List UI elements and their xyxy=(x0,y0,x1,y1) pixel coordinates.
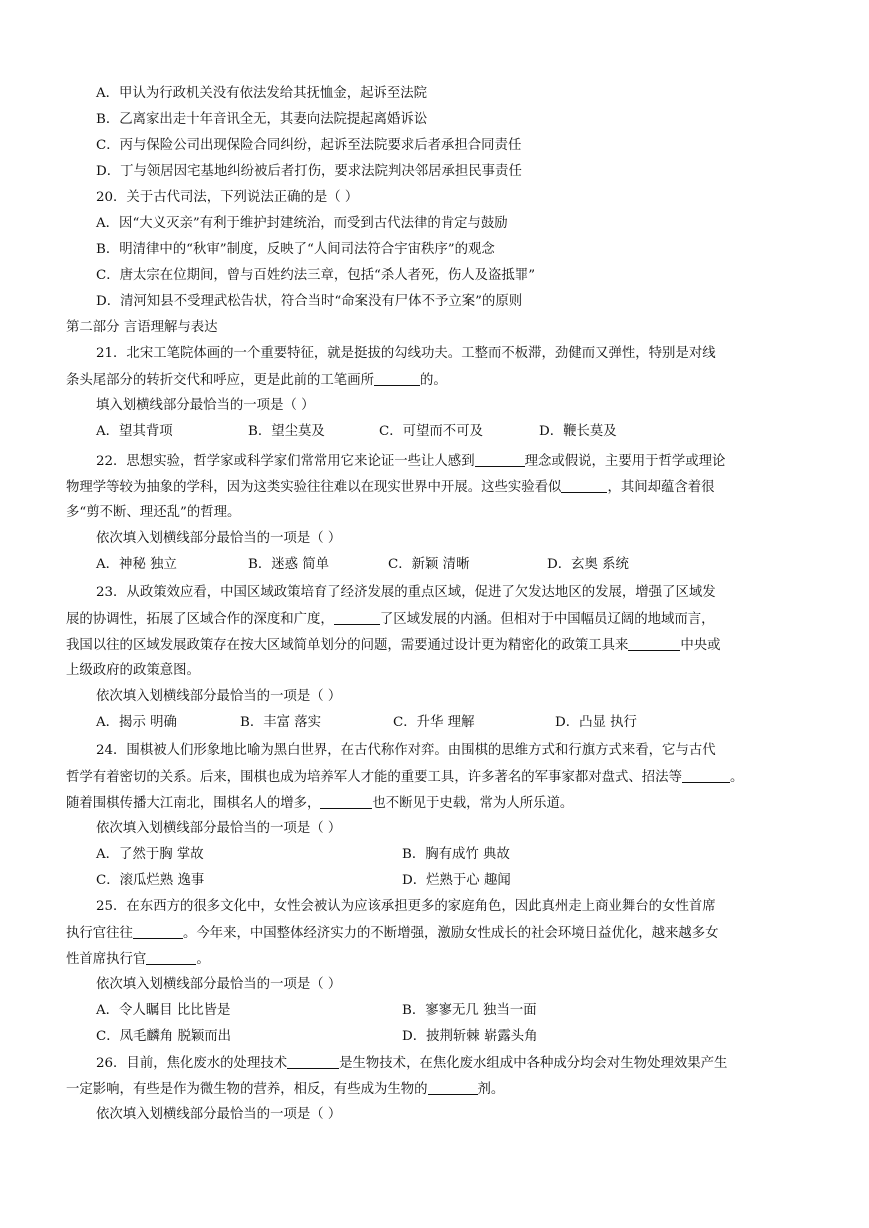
q24-line-2 xyxy=(66,768,743,787)
q22-option-b: B．迷惑 简单 xyxy=(248,557,330,572)
q26-text: 剂。 xyxy=(477,1082,505,1097)
q21-option-b: B．望尘莫及 xyxy=(248,424,325,439)
q22-line-3: 多“剪不断、理还乱”的哲理。 xyxy=(66,505,241,520)
q25-prompt: 依次填入划横线部分最恰当的一项是（ ） xyxy=(96,977,342,992)
q24-option-c: C．滚瓜烂熟 逸事 xyxy=(96,873,205,888)
q23-text: 了区域发展的内涵。但相对于中国幅员辽阔的地域而言， xyxy=(379,612,715,627)
q22-text: 物理学等较为抽象的学科，因为这类实验往往难以在现实世界中开展。这些实验看似 xyxy=(66,480,562,495)
answer-blank xyxy=(428,1080,478,1095)
q25-option-a: A．令人瞩目 比比皆是 xyxy=(96,1003,231,1018)
q24-text: 。 xyxy=(729,770,744,785)
q20-stem: 20．关于古代司法，下列说法正确的是（ ） xyxy=(96,190,359,205)
answer-blank xyxy=(287,1054,339,1069)
q25-text: 性首席执行官 xyxy=(66,952,147,967)
q23-text: 中央或 xyxy=(680,638,721,653)
q20-option-a: A．因“大义灭亲”有利于维护封建统治，而受到古代法律的肯定与鼓励 xyxy=(96,216,508,231)
q24-option-d: D．烂熟于心 趣闻 xyxy=(402,873,511,888)
q25-line-1: 25．在东西方的很多文化中，女性会被认为应该承担更多的家庭角色，因此真州走上商业舞台的女性首席 xyxy=(96,899,716,914)
q25-text: 。今年来，中国整体经济实力的不断增强，激励女性成长的社会环境日益优化，越来越多女 xyxy=(182,926,719,941)
q26-text: 一定影响，有些是作为微生物的营养，相反，有些成为生物的 xyxy=(66,1082,428,1097)
q22-text: 理念或假说，主要用于哲学或理论 xyxy=(524,454,726,469)
q21-text: 的。 xyxy=(419,373,447,388)
q25-option-b: B．寥寥无几 独当一面 xyxy=(402,1003,537,1018)
q23-option-a: A．揭示 明确 xyxy=(96,715,177,730)
q23-text: 我国以往的区域发展政策存在按大区域简单划分的问题，需要通过设计更为精密化的政策工具来 xyxy=(66,638,629,653)
q25-line-2 xyxy=(66,924,719,943)
q25-text: 执行官往往 xyxy=(66,926,133,941)
q23-line-3 xyxy=(66,636,721,655)
q24-text: 随着围棋传播大江南北，围棋名人的增多， xyxy=(66,796,321,811)
q23-option-c: C．升华 理解 xyxy=(393,715,475,730)
q26-prompt: 依次填入划横线部分最恰当的一项是（ ） xyxy=(96,1107,342,1122)
section-title: 第二部分 言语理解与表达 xyxy=(66,320,218,335)
q22-line-1 xyxy=(96,452,725,471)
q20-option-d: D．清河知县不受理武松告状，符合当时“命案没有尸体不予立案”的原则 xyxy=(96,294,523,309)
q24-option-a: A．了然于胸 掌故 xyxy=(96,847,204,862)
q26-line-1 xyxy=(96,1054,727,1073)
q24-option-b: B．胸有成竹 典故 xyxy=(402,847,510,862)
q22-text: 22．思想实验，哲学家或科学家们常常用它来论证一些让人感到 xyxy=(96,454,475,469)
q21-line-2 xyxy=(66,371,447,390)
q20-option-b: B．明清律中的“秋审”制度，反映了“人间司法符合宇宙秩序”的观念 xyxy=(96,242,495,257)
answer-blank xyxy=(682,768,730,783)
q23-line-4: 上级政府的政策意图。 xyxy=(66,663,200,678)
q23-line-2 xyxy=(66,610,715,629)
q24-prompt: 依次填入划横线部分最恰当的一项是（ ） xyxy=(96,821,342,836)
q21-option-d: D．鞭长莫及 xyxy=(539,424,617,439)
answer-blank xyxy=(334,610,380,625)
q21-text: 条头尾部分的转折交代和呼应，更是此前的工笔画所 xyxy=(66,373,374,388)
q22-option-d: D．玄奥 系统 xyxy=(547,557,629,572)
q21-option-c: C．可望而不可及 xyxy=(379,424,483,439)
q25-option-d: D．披荆斩棘 崭露头角 xyxy=(402,1029,538,1044)
q19-option-a: A．甲认为行政机关没有依法发给其抚恤金，起诉至法院 xyxy=(96,86,428,101)
answer-blank xyxy=(628,636,680,651)
q22-text: ，其间却蕴含着很 xyxy=(607,480,715,495)
q24-line-1: 24．围棋被人们形象地比喻为黑白世界，在古代称作对弈。由围棋的思维方式和行旗方式来看，它与古代 xyxy=(96,743,716,758)
answer-blank xyxy=(561,478,607,493)
q23-text: 展的协调性，拓展了区域合作的深度和广度， xyxy=(66,612,334,627)
q19-option-b: B．乙离家出走十年音讯全无，其妻向法院提起离婚诉讼 xyxy=(96,112,428,127)
q24-text: 也不断见于史载，常为人所乐道。 xyxy=(372,796,574,811)
q23-prompt: 依次填入划横线部分最恰当的一项是（ ） xyxy=(96,689,342,704)
q19-option-c: C．丙与保险公司出现保险合同纠纷，起诉至法院要求后者承担合同责任 xyxy=(96,138,522,153)
q25-line-3 xyxy=(66,950,210,969)
q23-option-b: B．丰富 落实 xyxy=(240,715,322,730)
q24-text: 哲学有着密切的关系。后来，围棋也成为培养军人才能的重要工具，许多著名的军事家都对盘式、招法等 xyxy=(66,770,682,785)
q19-option-d: D．丁与领居因宅基地纠纷被后者打伤，要求法院判决邻居承担民事责任 xyxy=(96,164,522,179)
q24-line-3 xyxy=(66,794,573,813)
q23-line-1: 23．从政策效应看，中国区域政策培育了经济发展的重点区域，促进了欠发达地区的发展，增强了区域发 xyxy=(96,585,716,600)
answer-blank xyxy=(475,452,525,467)
q20-option-c: C．唐太宗在位期间，曾与百姓约法三章，包括“杀人者死，伤人及盗抵罪” xyxy=(96,268,536,283)
answer-blank xyxy=(146,950,196,965)
q25-option-c: C．凤毛麟角 脱颖而出 xyxy=(96,1029,232,1044)
q21-line-1: 21．北宋工笔院体画的一个重要特征，就是挺拔的勾线功夫。工整而不板滞，劲健而又弹性，特别是对线 xyxy=(96,346,716,361)
q25-text: 。 xyxy=(196,952,210,967)
q26-line-2 xyxy=(66,1080,504,1099)
q26-text: 26．目前，焦化废水的处理技术 xyxy=(96,1056,288,1071)
answer-blank xyxy=(133,924,183,939)
q26-text: 是生物技术，在焦化废水组成中各种成分均会对生物处理效果产生 xyxy=(339,1056,728,1071)
q23-option-d: D．凸显 执行 xyxy=(555,715,637,730)
q21-option-a: A．望其背项 xyxy=(96,424,173,439)
answer-blank xyxy=(374,371,420,386)
q21-prompt: 填入划横线部分最恰当的一项是（ ） xyxy=(96,398,315,413)
q22-option-a: A．神秘 独立 xyxy=(96,557,177,572)
q22-option-c: C．新颖 清晰 xyxy=(388,557,470,572)
answer-blank xyxy=(320,794,372,809)
q22-prompt: 依次填入划横线部分最恰当的一项是（ ） xyxy=(96,531,342,546)
q22-line-2 xyxy=(66,478,715,497)
